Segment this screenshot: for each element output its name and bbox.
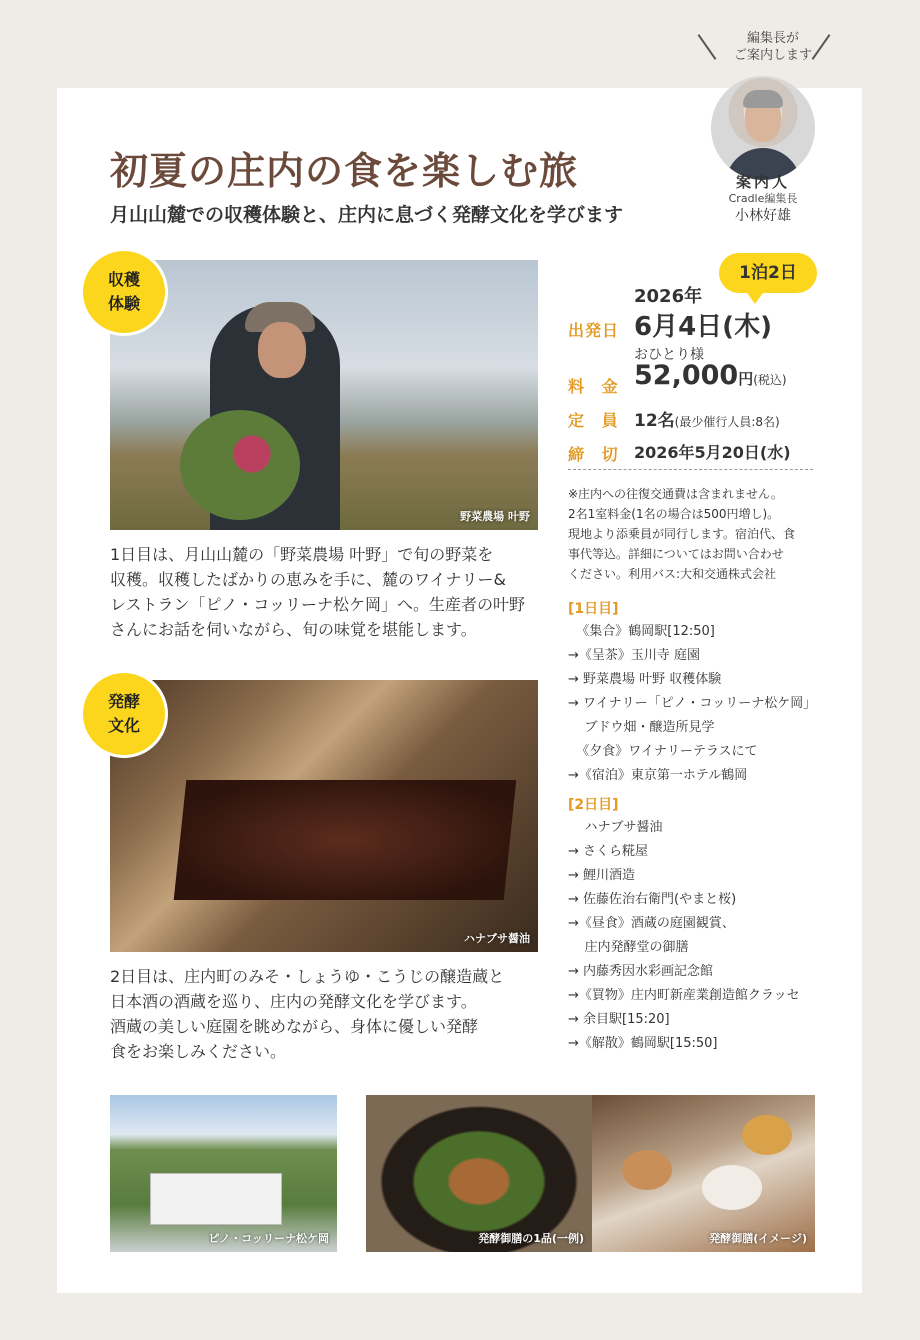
section1-body-line: 収穫。収穫したばかりの恵みを手に、麓のワイナリー& xyxy=(110,570,506,589)
schedule-item: ハナブサ醤油 xyxy=(568,820,663,835)
section1-body-line: 1日目は、月山山麓の「野菜農場 叶野」で旬の野菜を xyxy=(110,545,494,564)
schedule-item: → 野菜農場 叶野 収穫体験 xyxy=(568,672,722,687)
schedule-item: → 佐藤佐治右衛門(やまと桜) xyxy=(568,892,737,907)
note-line: 事代等込。詳細についてはお問い合わせ xyxy=(568,547,784,561)
capacity-value xyxy=(634,406,780,431)
dish-photo-caption: 発酵御膳の1品(一例) xyxy=(478,1232,584,1245)
price-label: 料 金 xyxy=(568,377,624,396)
schedule-item: →《宿泊》東京第一ホテル鶴岡 xyxy=(568,768,748,783)
day1-schedule xyxy=(568,620,828,788)
schedule-item: → 鯉川酒造 xyxy=(568,868,636,883)
price-amount: 52,000 xyxy=(634,360,739,391)
schedule-item: →《呈茶》玉川寺 庭園 xyxy=(568,648,701,663)
info-divider xyxy=(568,469,813,470)
schedule-item: →《昼食》酒蔵の庭園観賞、 xyxy=(568,916,735,931)
note-line: 現地より添乗員が同行します。宿泊代、食 xyxy=(568,527,796,541)
guide-role: 案内人 xyxy=(735,173,790,191)
ferment-badge xyxy=(80,670,168,758)
section2-body-line: 日本酒の酒蔵を巡り、庄内の発酵文化を学びます。 xyxy=(110,992,477,1011)
capacity-number: 12名 xyxy=(634,411,675,431)
schedule-item: 《集合》鶴岡駅[12:50] xyxy=(568,624,715,639)
info-notes xyxy=(568,484,823,584)
section1-body-line: レストラン「ピノ・コッリーナ松ケ岡」へ。生産者の叶野 xyxy=(110,595,526,614)
schedule-item: →《解散》鶴岡駅[15:50] xyxy=(568,1036,718,1051)
day2-heading: [2日目] xyxy=(568,797,619,813)
harvest-badge-text: 収穫 体験 xyxy=(107,270,140,313)
meal-photo-caption: 発酵御膳(イメージ) xyxy=(709,1232,807,1245)
departure-date: 6月4日(木) xyxy=(634,312,772,342)
section1-body-line: さんにお話を伺いながら、旬の味覚を堪能します。 xyxy=(110,620,477,639)
capacity-label: 定 員 xyxy=(568,411,624,430)
farm-photo-caption: 野菜農場 叶野 xyxy=(460,510,530,523)
ferment-badge-text: 発酵 文化 xyxy=(107,692,140,735)
day2-schedule xyxy=(568,816,828,1056)
winery-photo-caption: ピノ・コッリーナ松ケ岡 xyxy=(208,1232,329,1245)
schedule-item: →《買物》庄内町新産業創造館クラッセ xyxy=(568,988,800,1003)
capacity-note: (最少催行人員:8名) xyxy=(674,415,780,429)
dish-photo xyxy=(366,1095,592,1252)
schedule-item: → さくら糀屋 xyxy=(568,844,649,859)
ferment-photo-caption: ハナブサ醤油 xyxy=(464,932,530,945)
price-unit: 円 xyxy=(738,370,754,388)
deadline-value: 2026年5月20日(水) xyxy=(634,443,791,462)
meal-photo xyxy=(592,1095,815,1252)
schedule-item: 《夕食》ワイナリーテラスにて xyxy=(568,744,758,759)
price-note: おひとり様 xyxy=(634,347,704,363)
duration-pill: 1泊2日 xyxy=(719,253,817,293)
guide-intro-line1: 編集長が xyxy=(746,31,799,46)
departure-label: 出発日 xyxy=(568,321,620,340)
note-line: ください。利用バス:大和交通株式会社 xyxy=(568,567,777,581)
departure-year: 2026年 xyxy=(634,286,703,307)
page-title: 初夏の庄内の食を楽しむ旅 xyxy=(110,149,579,193)
quote-mark-left xyxy=(698,34,717,60)
harvest-badge xyxy=(80,248,168,336)
section2-body xyxy=(110,964,540,1064)
note-line: 2名1室料金(1名の場合は500円増し)。 xyxy=(568,507,780,521)
guide-name: 小林好雄 xyxy=(735,208,791,224)
schedule-item: 庄内発酵堂の御膳 xyxy=(568,940,689,955)
page-subtitle: 月山山麓での収穫体験と、庄内に息づく発酵文化を学びます xyxy=(110,204,624,226)
farm-photo xyxy=(107,260,538,530)
price-tax: (税込) xyxy=(753,373,787,387)
guide-intro-line2: ご案内します xyxy=(733,48,812,63)
schedule-item: ブドウ畑・醸造所見学 xyxy=(568,720,715,735)
schedule-item: → ワイナリー「ピノ・コッリーナ松ケ岡」 xyxy=(568,696,817,711)
duration-pill-tail xyxy=(745,290,765,304)
deadline-label: 締 切 xyxy=(568,445,624,464)
ferment-photo xyxy=(107,680,538,952)
section2-body-line: 食をお楽しみください。 xyxy=(110,1042,287,1061)
guide-avatar xyxy=(711,76,815,180)
note-line: ※庄内への往復交通費は含まれません。 xyxy=(568,487,783,501)
section1-body xyxy=(110,542,540,642)
day1-heading: [1日目] xyxy=(568,601,619,617)
section2-body-line: 酒蔵の美しい庭園を眺めながら、身体に優しい発酵 xyxy=(110,1017,479,1036)
section2-body-line: 2日目は、庄内町のみそ・しょうゆ・こうじの醸造蔵と xyxy=(110,967,505,986)
schedule-item: → 内藤秀因水彩画記念館 xyxy=(568,964,714,979)
schedule-item: → 余目駅[15:20] xyxy=(568,1012,670,1027)
guide-position: Cradle編集長 xyxy=(728,192,798,205)
winery-photo xyxy=(110,1095,337,1252)
price-value xyxy=(634,360,787,391)
